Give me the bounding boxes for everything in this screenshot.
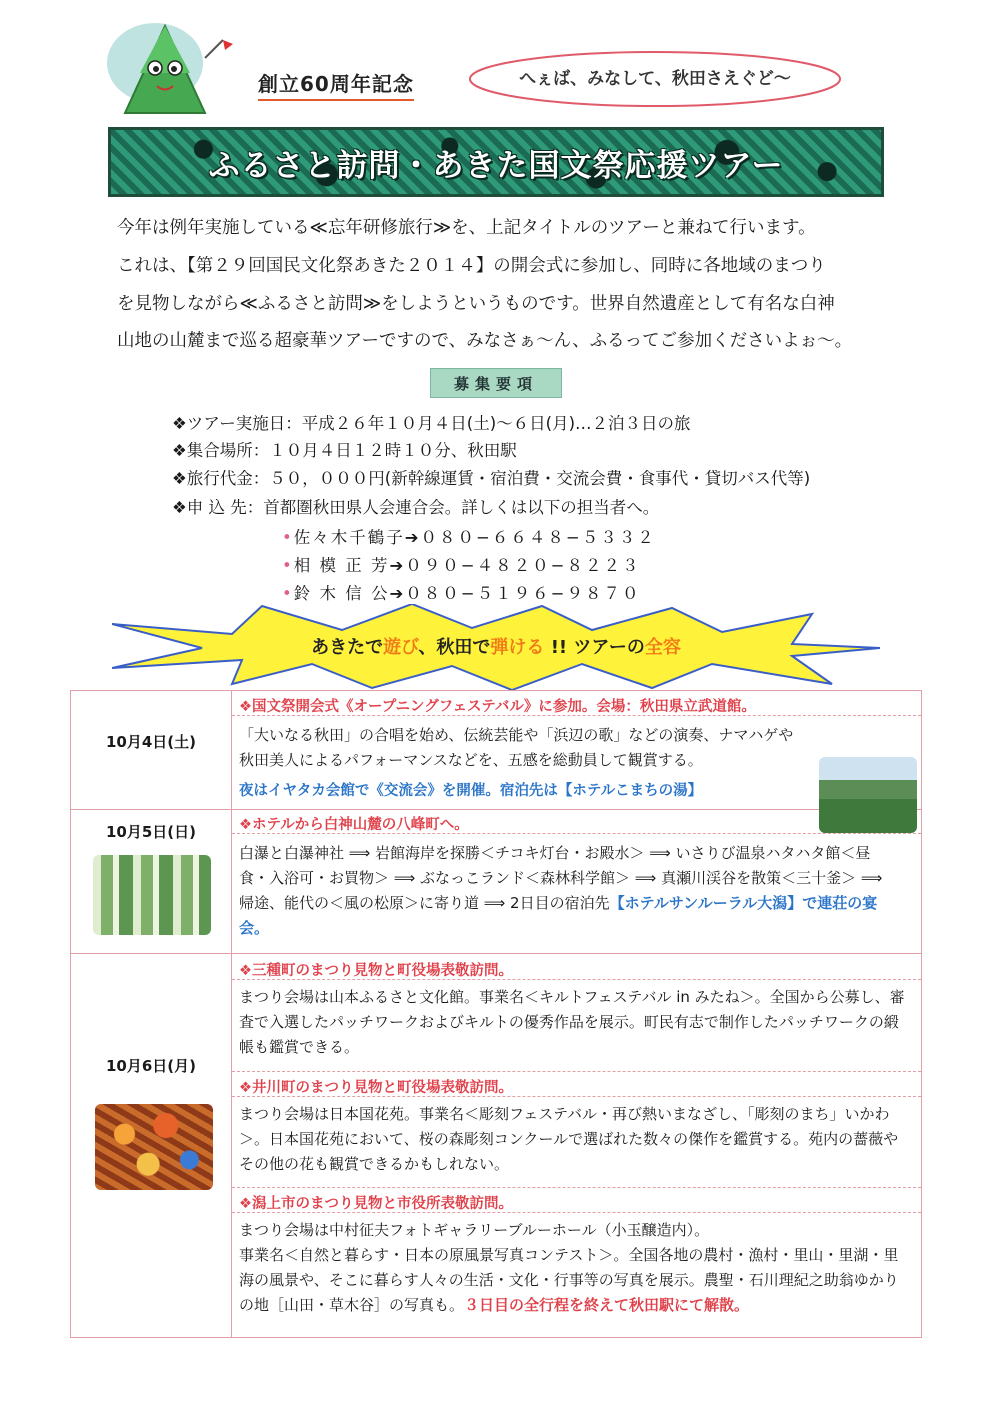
burst-part4: 弾ける: [490, 637, 545, 658]
date-day1: 10月4日(土): [105, 733, 197, 751]
day2-route: 白瀑と白瀑神社 ⟹ 岩館海岸を探勝＜チコキ灯台・お殿水＞ ⟹ いさりび温泉ハタハタ館＜昼食・入浴可・お買物＞ ⟹ ぶなっこランド＜森林科学館＞ ⟹ 真瀬川渓谷を散策＜三十釜＞ ⟹ 帰途、能代の＜風の松原＞に寄り道 ⟹ 2日目の宿泊先: [239, 844, 883, 912]
info-cost: ❖旅行代金：５０，０００円(新幹線運賃・宿泊費・交流会費・食事代・貸切バス代等): [172, 469, 811, 488]
anniversary-label: 創立60周年記念: [258, 68, 414, 101]
day2-banquet: で連荘の宴会。: [239, 894, 878, 937]
schedule-table: [70, 690, 922, 1338]
info-tour-date: ❖ツアー実施日：平成２６年１０月４日(土)〜６日(月)…２泊３日の旅: [172, 414, 691, 433]
contact-3-text: 鈴 木 信 公➔０８０−５１９６−９８７０: [293, 584, 641, 603]
day2-hotel: 【ホテルサンルーラル大潟】: [609, 894, 803, 912]
day2-heading: ❖ホテルから白神山麓の八峰町へ。: [239, 817, 469, 833]
info-application: ❖申 込 先：首都圏秋田県人会連合会。詳しくは以下の担当者へ。: [172, 498, 660, 517]
contact-1-text: 佐々木千鶴子➔０８０−６６４８−５３３２: [293, 528, 656, 547]
day3-body-3a: まつり会場は中村征夫フォトギャラリーブルーホール（小玉醸造内）。: [239, 1221, 710, 1239]
day3-heading-1: ❖三種町のまつり見物と町役場表敬訪問。: [239, 963, 513, 979]
contact-2: •相 模 正 芳➔０９０−４８２０−８２２３: [282, 556, 641, 575]
page-title: ふるさと訪問・あきた国文祭応援ツアー: [208, 147, 784, 184]
intro-line-4: 山地の山麓まで巡る超豪華ツアーですので、みなさぁ〜ん、ふるってご参加くださいよぉ〜。: [117, 331, 853, 351]
burst-part1: あきたで: [311, 637, 384, 658]
day1-body: 「大いなる秋田」の合唱を始め、伝統芸能や「浜辺の歌」などの演奏、ナマハゲや秋田美人によるパフォーマンスなどを、五感を総動員して観賞する。: [239, 726, 794, 769]
day3-body-3b: 事業名＜自然と暮らす・日本の原風景写真コンテスト＞。全国各地の農村・漁村・里山・里湖・里海の風景や、そこに暮らす人々の生活・文化・行事等の写真を展示。農聖・石川理紀之助翁ゆかりの地［山田・草木谷］の写真も。: [239, 1246, 899, 1314]
recruitment-heading-text: 募集要項: [453, 374, 538, 393]
contact-2-text: 相 模 正 芳➔０９０−４８２０−８２２３: [293, 556, 641, 575]
burst-part5: !! ツアーの: [544, 637, 645, 658]
day3-finale: ３日目の全行程を終えて秋田駅にて解散。: [464, 1296, 750, 1314]
day1-note: 夜はイヤタカ会館で《交流会》を開催。宿泊先は【ホテルこまちの湯】: [239, 783, 703, 799]
burst-part2: 遊び: [383, 637, 419, 658]
day3-body-1: まつり会場は山本ふるさと文化館。事業名＜キルトフェステバル in みたね＞。全国から公募し、審査で入選したパッチワークおよびキルトの優秀作品を展示。町民有志で制作したパッチワークの緞帳も鑑賞できる。: [239, 988, 905, 1056]
mountain-photo: [819, 757, 917, 833]
day1-heading: ❖国文祭開会式《オープニングフェステバル》に参加。会場：秋田県立武道館。: [239, 699, 756, 715]
date-day2: 10月5日(日): [105, 823, 197, 841]
mascot-tree-illustration: [105, 18, 235, 123]
day2-body: [239, 841, 899, 941]
quilt-photo: [95, 1104, 213, 1190]
info-meeting-place: ❖集合場所：１０月４日１２時１０分、秋田駅: [172, 441, 517, 460]
intro-line-2: これは、【第２９回国民文化祭あきた２０１４】の開会式に参加し、同時に各地域のまつり: [117, 256, 826, 276]
contact-3: •鈴 木 信 公➔０８０−５１９６−９８７０: [282, 584, 641, 603]
forest-photo: [93, 855, 211, 935]
title-banner: [108, 127, 884, 197]
day3-heading-2: ❖井川町のまつり見物と町役場表敬訪問。: [239, 1080, 513, 1096]
contact-1: •佐々木千鶴子➔０８０−６６４８−５３３２: [282, 528, 656, 547]
recruitment-heading: [430, 368, 562, 398]
day3-heading-3: ❖潟上市のまつり見物と市役所表敬訪問。: [239, 1196, 513, 1212]
intro-line-1: 今年は例年実施している≪忘年研修旅行≫を、上記タイトルのツアーと兼ねて行います。: [117, 218, 816, 238]
burst-part3: 、秋田で: [418, 637, 491, 658]
burst-part6: 全容: [644, 637, 681, 658]
day3-body-2: まつり会場は日本国花苑。事業名＜彫刻フェステバル・再び熱いまなざし、「彫刻のまち」いかわ＞。日本国花苑において、桜の森彫刻コンクールで選ばれた数々の傑作を鑑賞する。苑内の薔薇やその他の花も観賞できるかもしれない。: [239, 1105, 899, 1173]
slogan-text: へぇば、みなして、秋田さえぐど〜: [519, 69, 791, 89]
date-day3: 10月6日(月): [105, 1057, 197, 1075]
starburst-text: [112, 633, 880, 659]
intro-line-3: を見物しながら≪ふるさと訪問≫をしようというものです。世界自然遺産として有名な白神: [117, 294, 835, 314]
day3-body-3: [239, 1243, 907, 1318]
